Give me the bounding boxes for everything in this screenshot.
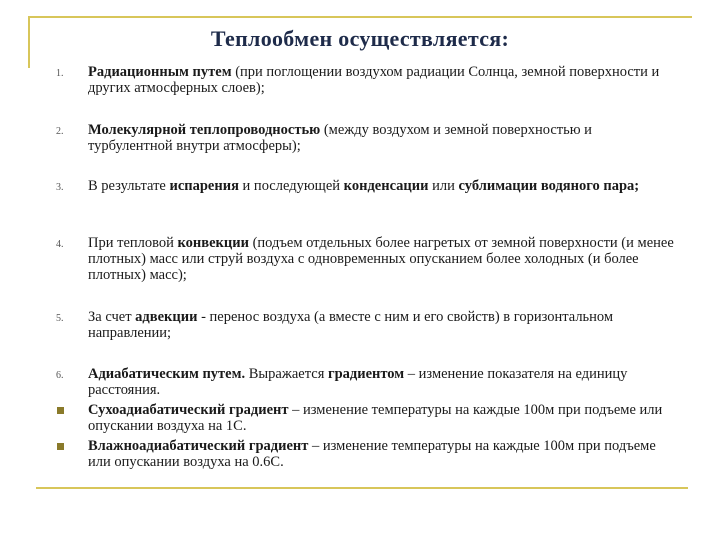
item-text (88, 309, 678, 341)
item-mid-2: или (428, 178, 459, 194)
item-number: 2. (56, 126, 64, 137)
frame-bottom-line (36, 487, 688, 489)
item-bold: конвекции (177, 235, 249, 251)
item-text (88, 178, 678, 194)
item-bold: Сухоадиабатический градиент (88, 402, 289, 418)
item-bold-2: градиентом (327, 366, 405, 382)
item-bold: Молекулярной теплопроводностью (88, 122, 321, 138)
item-rest: – изменение температуры на каждые 100м при подъеме или опускании воздуха на 0.6С. (88, 438, 656, 470)
item-text (88, 235, 678, 283)
item-rest: (подъем отдельных более нагретых от земной поверхности (и менее плотных) масс или струй воздуха с одновременных опусканием более холодных (и более плотных) масс); (88, 235, 674, 283)
item-bold-3: сублимации водяного пара; (458, 178, 640, 194)
item-bold-2: конденсации (343, 178, 429, 194)
item-rest: (между воздухом и земной поверхностью и турбулентной внутри атмосферы); (88, 122, 592, 154)
item-text (88, 402, 678, 434)
item-rest: – изменение температуры на каждые 100м при подъеме или опускании воздуха на 1С. (88, 402, 663, 434)
item-number: 5. (56, 313, 64, 324)
item-bold: испарения (169, 178, 239, 194)
item-number: 4. (56, 239, 64, 250)
item-pre: При тепловой (88, 235, 178, 251)
item-text (88, 64, 678, 96)
item-rest: - перенос воздуха (а вместе с ним и его свойств) в горизонтальном направлении; (88, 309, 614, 341)
item-bold: Радиационным путем (88, 64, 232, 80)
square-bullet-icon (57, 443, 64, 450)
item-text (88, 366, 678, 398)
item-bold: Адиабатическим путем. (88, 366, 246, 382)
item-rest: (при поглощении воздухом радиации Солнца, земной поверхности и других атмосферных слоев); (88, 64, 660, 96)
item-mid: Выражается (245, 366, 328, 382)
item-pre: За счет (88, 309, 136, 325)
item-rest: – изменение показателя на единицу расстояния. (88, 366, 628, 398)
item-text (88, 122, 678, 154)
slide-title: Теплообмен осуществляется: (210, 26, 510, 51)
item-number: 3. (56, 182, 64, 193)
square-bullet-icon (57, 407, 64, 414)
item-mid: и последующей (238, 178, 344, 194)
item-bold: адвекции (135, 309, 198, 325)
frame-top-line (28, 16, 692, 18)
item-number: 6. (56, 370, 64, 381)
item-number: 1. (56, 68, 64, 79)
item-bold: Влажноадиабатический градиент (88, 438, 309, 454)
item-text (88, 438, 678, 470)
item-pre: В результате (88, 178, 170, 194)
